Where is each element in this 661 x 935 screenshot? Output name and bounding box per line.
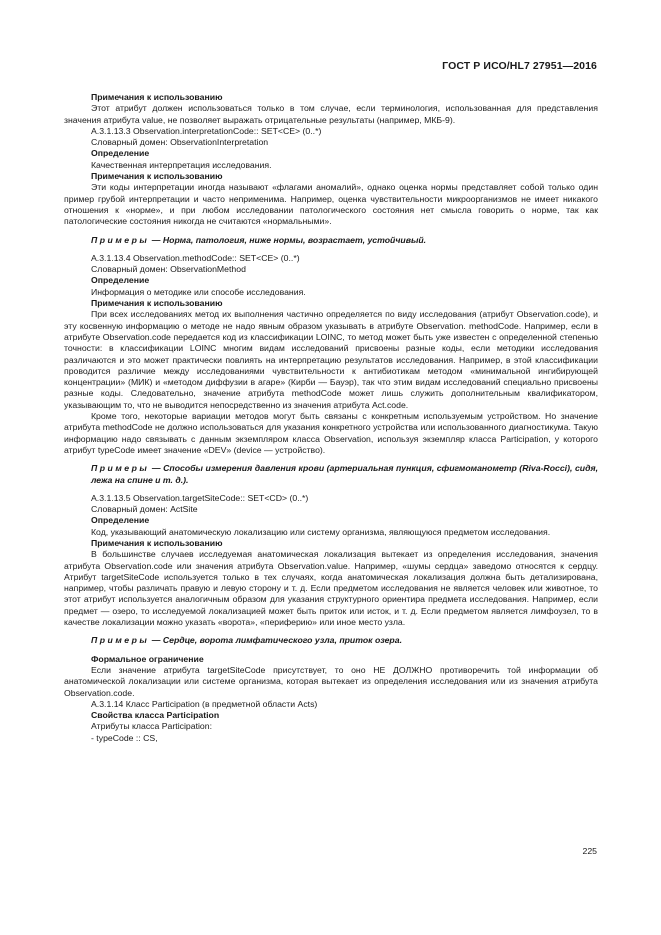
paragraph: Качественная интерпретация исследования. xyxy=(91,159,272,170)
section-heading: Свойства класса Participation xyxy=(91,710,220,721)
paragraph: Атрибуты класса Participation: xyxy=(91,721,212,732)
section-heading: Примечания к использованию xyxy=(91,298,223,309)
class-line: A.3.1.14 Класс Participation (в предметной области Acts) xyxy=(91,698,318,709)
example-text: — Способы измерения давления крови (артериальная пункция, сфигмоманометр (Riva-Rocci), сидя, лежа на спине и т. д.). xyxy=(91,463,598,485)
attribute-line: A.3.1.13.3 Observation.interpretationCode:: SET<CE> (0..*) xyxy=(91,125,322,136)
paragraph: Информация о методике или способе исследования. xyxy=(91,286,306,297)
vocabulary-domain-line: Словарный домен: ObservationInterpretation xyxy=(91,137,269,148)
vocabulary-domain-line: Словарный домен: ActSite xyxy=(91,504,198,515)
example-text: — Сердце, ворота лимфатического узла, приток озера. xyxy=(149,635,402,646)
page-number: 225 xyxy=(582,846,597,856)
document-header: ГОСТ Р ИСО/HL7 27951—2016 xyxy=(442,60,597,72)
document-body xyxy=(64,92,598,744)
section-heading: Примечания к использованию xyxy=(91,171,223,182)
paragraph: Эти коды интерпретации иногда называют «флагами аномалий», однако оценка нормы представляет собой только один пример грубой интерпретации и часто неприменима. Например, оценка чувствительности микроорганизмов не имеет никакого отношения к «норме», и при любом исследовании патологического состояния нет смысла говорить о норме, так как патологические состояния никогда не считаются «нормальными». xyxy=(64,182,598,227)
example-line xyxy=(64,635,598,646)
section-heading: Определение xyxy=(91,148,150,159)
attribute-line: A.3.1.13.4 Observation.methodCode:: SET<CE> (0..*) xyxy=(91,252,300,263)
paragraph: Если значение атрибута targetSiteCode присутствует, то оно НЕ ДОЛЖНО противоречить той информации об анатомической локализации или системе организма, которая вытекает из определения исследования или из значения атрибута Observation.code. xyxy=(64,664,598,698)
paragraph: Этот атрибут должен использоваться только в том случае, если терминология, использованная для представления значения атрибута value, не позволяет выражать отрицательные результаты (например, МКБ-9). xyxy=(64,103,598,125)
section-heading: Примечания к использованию xyxy=(91,92,223,102)
example-label: Примеры xyxy=(91,234,150,245)
paragraph: При всех исследованиях метод их выполнения частично определяется по виду исследования (атрибут Observation.code), и эту косвенную информацию о методе не надо явным образом указывать в атрибуте Observation. methodCode. Например, если в атрибуте Observation.code передается код из классификации LOINC, то метод может быть уже известен с определенной степенью точности: в классификации LOINC многим видам исследований присвоены разные коды, если методики исследования различаются и это может практически повлиять на интерпретацию результатов исследования. Например, в этой классификации проводится различие между исследованиями чувствительности к антибиотикам методом «минимальной ингибирующей концентрации» (МИК) и «методом диффузии в агаре» (Кирби — Бауэр), так что этим видам исследований специально присвоены разные коды. Следовательно, значение атрибута methodCode может лишь служить дополнительным квалификатором, указывающим то, что не выводится непосредственно из значения атрибута Act.code. xyxy=(64,309,598,410)
attribute-line: A.3.1.13.5 Observation.targetSiteCode:: SET<CD> (0..*) xyxy=(91,492,309,503)
example-line xyxy=(64,235,598,246)
paragraph: Кроме того, некоторые вариации методов могут быть связаны с конкретным используемым устройством. Но значение атрибута methodCode не должно использоваться для указания конкретного устройства или использованного диагностикума. Такую информацию надо связывать с данным экземпляром класса Observation, используя экземпляр класса Participation, у которого атрибут typeCode имеет значение «DEV» (device — устройство). xyxy=(64,411,598,455)
example-label: Примеры xyxy=(91,463,150,474)
example-text: — Норма, патология, ниже нормы, возрастает, устойчивый. xyxy=(149,234,427,245)
paragraph: Код, указывающий анатомическую локализацию или систему организма, являющуюся предметом исследования. xyxy=(91,526,551,537)
section-heading: Примечания к использованию xyxy=(91,537,223,548)
vocabulary-domain-line: Словарный домен: ObservationMethod xyxy=(91,264,246,275)
example-line xyxy=(64,463,598,486)
section-heading: Определение xyxy=(91,275,150,286)
list-item: - typeCode :: CS, xyxy=(91,732,158,743)
section-heading: Определение xyxy=(91,515,150,526)
example-label: Примеры xyxy=(91,635,150,646)
section-heading: Формальное ограничение xyxy=(91,653,204,664)
paragraph: В большинстве случаев исследуемая анатомическая локализация вытекает из определения исследования, значения атрибута Observation.code или значения атрибута Observation.value. Например, «шумы сердца» заведомо относятся к сердцу. Атрибут targetSiteCode используется только в тех случаях, когда анатомическая локализация должна быть детализирована, например, чтобы различать правую и левую сторону и т. д. Если предметом исследования не является человек или животное, то этот атрибут используется аналогичным образом для указания структурного ориентира предмета исследования. Например, если предмет — озеро, то исследуемой локализацией может быть приток или исток, и т. д. Если предметом является лимфоузел, то в качестве локализации можно указать «ворота», «периферию» или иное место узла. xyxy=(64,549,598,628)
